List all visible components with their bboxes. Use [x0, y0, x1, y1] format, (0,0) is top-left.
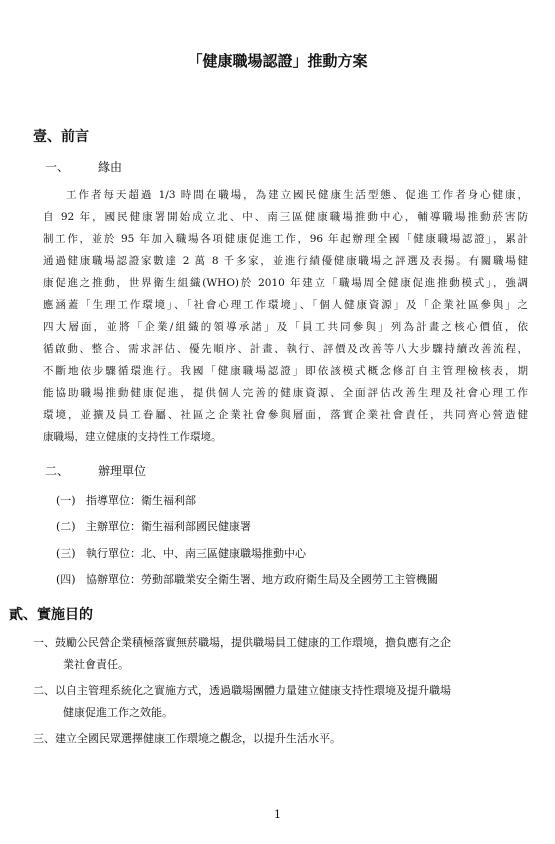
paragraph-line: 制工作，並於 95 年加入職場各項健康促進工作，96 年起辦理全國「健康職場認證」，累計 [43, 233, 528, 245]
paragraph-line: 通過健康職場認證家數達 2 萬 8 千多家，並進行績優健康職場之評選及表揚。有關職場健 [43, 255, 528, 267]
unit-text: 協辦單位：勞動部職業安全衛生署、地方政府衛生局及全國勞工主管機關 [86, 573, 438, 586]
goal-line: 業社會責任。 [63, 658, 129, 671]
paragraph-line: 四大層面，並將「企業/組織的領導承諾」及「員工共同參與」列為計畫之核心價值，依 [43, 321, 528, 333]
unit-text: 指導單位：衛生福利部 [86, 494, 196, 507]
paragraph-line: 環境，並擴及員工眷屬、社區之企業社會參與層面，落實企業社會責任，共同齊心營造健 [43, 409, 528, 421]
section-heading-purpose: 貳、實施目的 [9, 607, 93, 623]
section-heading-preface: 壹、前言 [33, 129, 89, 145]
paragraph-line: 不斷地依步驟循環進行。我國「健康職場認證」即依該模式概念修訂自主管理檢核表，期 [43, 365, 528, 377]
goal-text: 建立全國民眾選擇健康工作環境之觀念，以提升生活水平。 [55, 732, 341, 745]
unit-number: (三) [56, 547, 76, 560]
paragraph-line: 能協助職場推動健康促進，提供個人完善的健康資源、全面評估改善生理及社會心理工作 [43, 387, 528, 399]
origin-paragraph [43, 184, 528, 448]
page-title: 「健康職場認證」推動方案 [187, 52, 368, 70]
unit-text: 主辦單位：衛生福利部國民健康署 [86, 520, 251, 533]
paragraph-line: 應涵蓋「生理工作環境」、「社會心理工作環境」、「個人健康資源」及「企業社區參與」之 [43, 299, 528, 311]
paragraph-line: 康職場，建立健康的支持性工作環境。 [43, 431, 222, 443]
paragraph-line: 康促進之推動，世界衛生組織(WHO)於 2010 年建立「職場周全健康促進推動模式」，強調 [43, 277, 528, 289]
unit-text: 執行單位：北、中、南三區健康職場推動中心 [86, 547, 306, 560]
paragraph-line: 工作者每天超過 1/3 時間在職場，為建立國民健康生活型態、促進工作者身心健康， [66, 189, 528, 201]
goal-number: 二、 [33, 684, 55, 697]
goal-text: 以自主管理系統化之實施方式，透過職場團體力量建立健康支持性環境及提升職場 [55, 684, 451, 697]
subsection-label-units: 辦理單位 [98, 464, 147, 478]
goal-item [33, 632, 528, 676]
goal-number: 一、 [33, 636, 55, 649]
subsection-number-origin: 一、 [45, 160, 70, 174]
unit-number: (一) [56, 494, 76, 507]
goal-text: 鼓勵公民營企業積極落實無菸職場，提供職場員工健康的工作環境，擔負應有之企 [55, 636, 451, 649]
paragraph-line: 自 92 年，國民健康署開始成立北、中、南三區健康職場推動中心，輔導職場推動菸害防 [43, 211, 528, 223]
goal-line: 健康促進工作之效能。 [63, 706, 173, 719]
unit-number: (四) [56, 573, 76, 586]
goal-number: 三、 [33, 732, 55, 745]
goal-item [33, 728, 528, 750]
unit-number: (二) [56, 520, 76, 533]
goal-item [33, 680, 528, 724]
subsection-label-origin: 緣由 [98, 160, 123, 174]
subsection-number-units: 二、 [45, 464, 70, 478]
paragraph-line: 循啟動、整合、需求評估、優先順序、計畫、執行、評價及改善等八大步驟持續改善流程， [43, 343, 528, 355]
goal-line [33, 680, 528, 702]
goal-line [33, 728, 528, 750]
page-number: 1 [274, 808, 281, 821]
goal-line [33, 632, 528, 654]
